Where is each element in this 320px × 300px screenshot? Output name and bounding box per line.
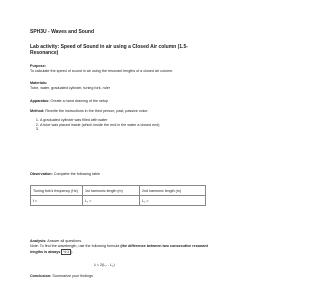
table-row xyxy=(31,196,206,206)
materials-heading: Materials: xyxy=(30,81,48,85)
conclusion-section xyxy=(30,274,220,279)
materials-text: Tube, water, graduated cylinder, tuning fork, ruler xyxy=(30,85,111,90)
conclusion-heading: Conclusion: xyxy=(30,274,52,278)
table-header-cell: 1st harmonic length (m) xyxy=(83,186,140,196)
table-cell[interactable]: L₂ = xyxy=(140,196,206,206)
table-header-cell: Tuning fork's frequency (Hz) xyxy=(31,186,83,196)
observation-section xyxy=(30,172,220,177)
method-heading: Method: xyxy=(30,109,45,113)
method-step: 2. A tube was placed inside (which inside the end in the water a closed end) xyxy=(40,123,220,128)
analysis-intro: Answer all questions. xyxy=(47,239,83,243)
method-step xyxy=(40,127,220,132)
conclusion-text: Summarize your findings xyxy=(52,274,93,278)
lab-title: Lab activity: Speed of Sound in air using a Closed Air column (1.5- Resonance) xyxy=(30,44,188,57)
observation-intro: Complete the following table xyxy=(53,172,101,176)
method-intro: Rewrite the instructions in the third person, past, passive voice. xyxy=(45,109,149,113)
materials-section xyxy=(30,81,220,91)
observation-heading: Observation: xyxy=(30,172,53,176)
observation-table xyxy=(30,185,206,206)
purpose-section xyxy=(30,64,220,74)
analysis-heading: Analysis: xyxy=(30,239,47,243)
analysis-section xyxy=(30,239,220,255)
half-lambda-box: ½ λ xyxy=(63,249,70,254)
apparatus-section xyxy=(30,99,220,104)
analysis-note: Note: To find the wavelength, use the following formula xyxy=(30,243,121,248)
method-section xyxy=(30,109,220,132)
analysis-note-bold: (the difference between two consecutive resonant lengths is always xyxy=(30,243,208,254)
analysis-note-end: ). xyxy=(71,249,74,254)
method-steps xyxy=(30,118,220,132)
table-header-row xyxy=(31,186,206,196)
apparatus-text: Create a hand drawing of the setup xyxy=(50,99,109,103)
purpose-heading: Purpose: xyxy=(30,64,46,68)
apparatus-heading: Apparatus: xyxy=(30,99,50,103)
wavelength-formula: λ = 2(L₂ - L₁) xyxy=(94,263,115,267)
table-header-cell: 2nd harmonic length (m) xyxy=(140,186,206,196)
course-title: SPH3U - Waves and Sound xyxy=(30,29,94,35)
table-cell[interactable]: L₁ = xyxy=(83,196,140,206)
table-cell[interactable]: f = xyxy=(31,196,83,206)
method-step: 1. A graduated cylinder was filled with water xyxy=(40,118,220,123)
purpose-text: To calculate the speed of sound in air using the resonant lengths of a closed air column. xyxy=(30,68,174,73)
